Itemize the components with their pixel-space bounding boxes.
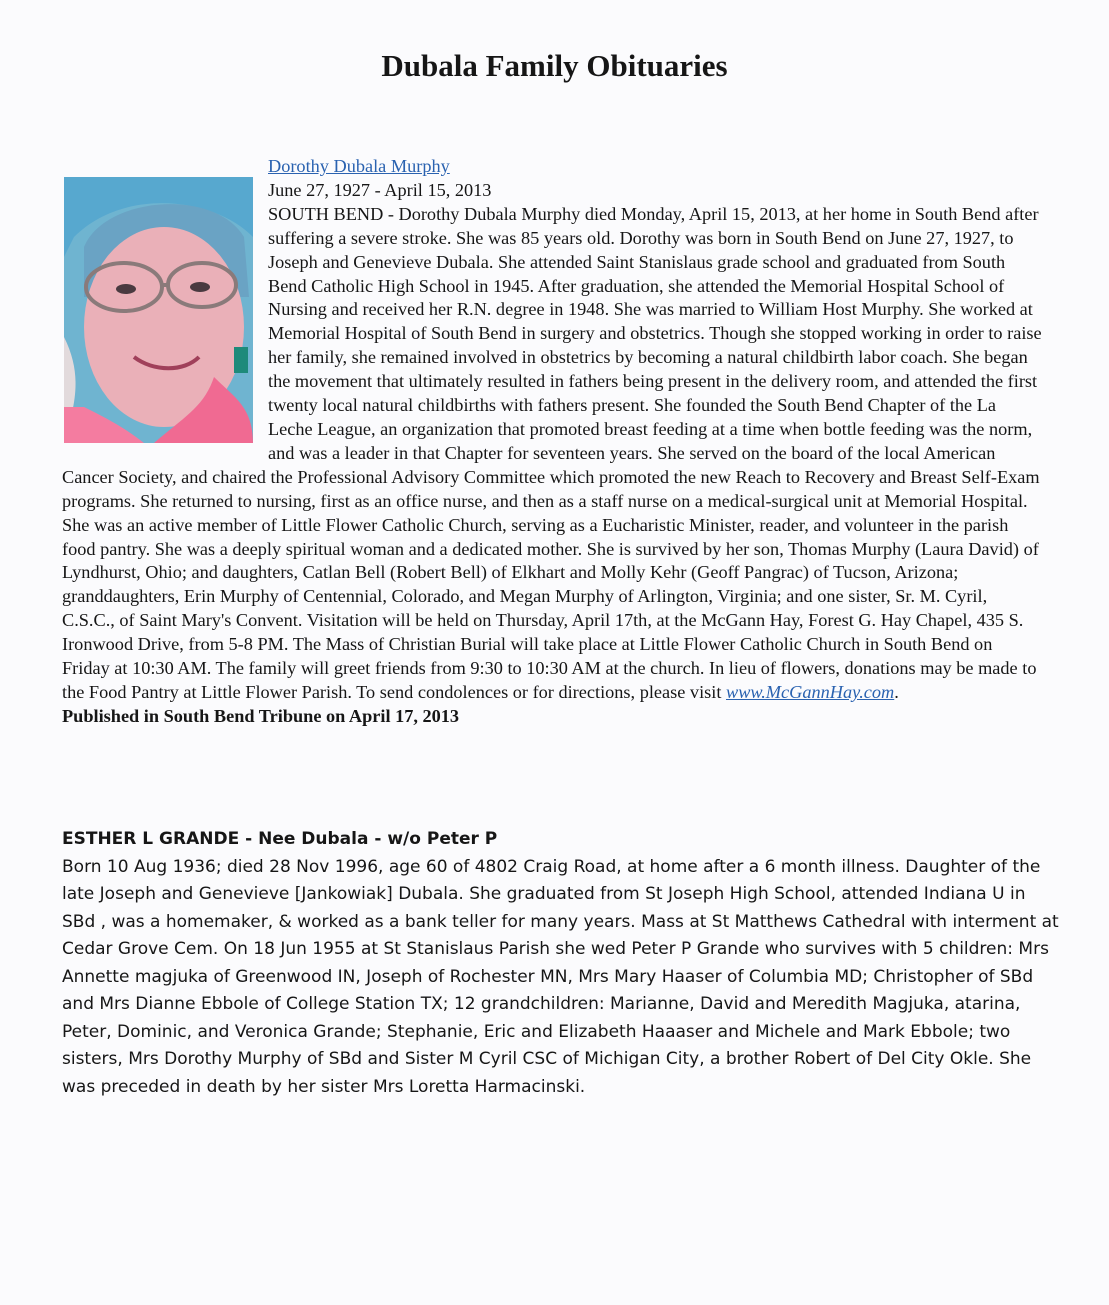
page-title: Dubala Family Obituaries xyxy=(381,48,728,83)
website-link[interactable]: www.McGannHay.com xyxy=(726,681,895,702)
obituary-heading: ESTHER L GRANDE - Nee Dubala - w/o Peter P xyxy=(62,829,498,849)
obituary-body: Born 10 Aug 1936; died 28 Nov 1996, age 60 of 4802 Craig Road, at home after a 6 month illness. Daughter of the late Joseph and Genevieve [Jankowiak] Dubala. She graduated from St Joseph High School, attended Indiana U in SBd , was a homemaker, & worked as a bank teller for many years. Mass at St Matthews Cathedral with interment at Cedar Grove Cem. On 18 Jun 1955 at St Stanislaus Parish she wed Peter P Grande who survives with 5 children: Mrs Annette magjuka of Greenwood IN, Joseph of Rochester MN, Mrs Mary Haaser of Columbia MD; Christopher of SBd and Mrs Dianne Ebbole of College Station TX; 12 grandchildren: Marianne, David and Meredith Magjuka, atarina, Peter, Dominic, and Veronica Grande; Stephanie, Eric and Elizabeth Haaaser and Michele and Mark Ebbole; two sisters, Mrs Dorothy Murphy of SBd and Sister M Cyril CSC of Michigan City, a brother Robert of Del City Okle. She was preceded in death by her sister Mrs Loretta Harmacinski. xyxy=(62,856,1059,1097)
obituary-body-end: . xyxy=(894,681,899,702)
published-note: Published in South Bend Tribune on April 17, 2013 xyxy=(62,705,460,726)
obituary-body: SOUTH BEND - Dorothy Dubala Murphy died Monday, April 15, 2013, at her home in South Bend after suffering a severe stroke. She was 85 years old. Dorothy was born in South Bend on June 27, 1927, to Joseph and Genevieve Dubala. She attended Saint Stanislaus grade school and graduated from South Bend Catholic High School in 1945. After graduation, she attended the Memorial Hospital School of Nursing and received her R.N. degree in 1948. She was married to William Host Murphy. She worked at Memorial Hospital of South Bend in surgery and obstetrics. Though she stopped working in order to raise her family, she remained involved in obstetrics by becoming a natural childbirth labor coach. She began the movement that ultimately resulted in fathers being present in the delivery room, and attended the first twenty local natural childbirths with fathers present. She founded the South Bend Chapter of the La Leche League, an organization that promoted breast feeding at a time when bottle feeding was the norm, and was a leader in that Chapter for seventeen years. She served on the board of the local American Cancer Society, and chaired the Professional Advisory Committee which promoted the new Reach to Recovery and Breast Self-Exam programs. She returned to nursing, first as an office nurse, and then as a staff nurse on a medical-surgical unit at Memorial Hospital. She was an active member of Little Flower Catholic Church, serving as a Eucharistic Minister, reader, and volunteer in the parish food pantry. She was a deeply spiritual woman and a dedicated mother. She is survived by her son, Thomas Murphy (Laura David) of Lyndhurst, Ohio; and daughters, Catlan Bell (Robert Bell) of Elkhart and Molly Kehr (Geoff Pangrac) of Tucson, Arizona; granddaughters, Erin Murphy of Centennial, Colorado, and Megan Murphy of Arlington, Virginia; and one sister, Sr. M. Cyril, C.S.C., of Saint Mary's Convent. Visitation will be held on Thursday, April 17th, at the McGann Hay, Forest G. Hay Chapel, 435 S. Ironwood Drive, from 5-8 PM. The Mass of Christian Burial will take place at Little Flower Catholic Church in South Bend on Friday at 10:30 AM. The family will greet friends from 9:30 to 10:30 AM at the church. In lieu of flowers, donations may be made to the Food Pantry at Little Flower Parish. To send condolences or for directions, please visit xyxy=(62,203,1042,702)
obituary-esther xyxy=(62,826,1062,1101)
obituary-name-link[interactable]: Dorothy Dubala Murphy xyxy=(268,156,450,176)
obituary-dates: June 27, 1927 - April 15, 2013 xyxy=(268,179,492,200)
obituary-dorothy xyxy=(62,155,1042,729)
